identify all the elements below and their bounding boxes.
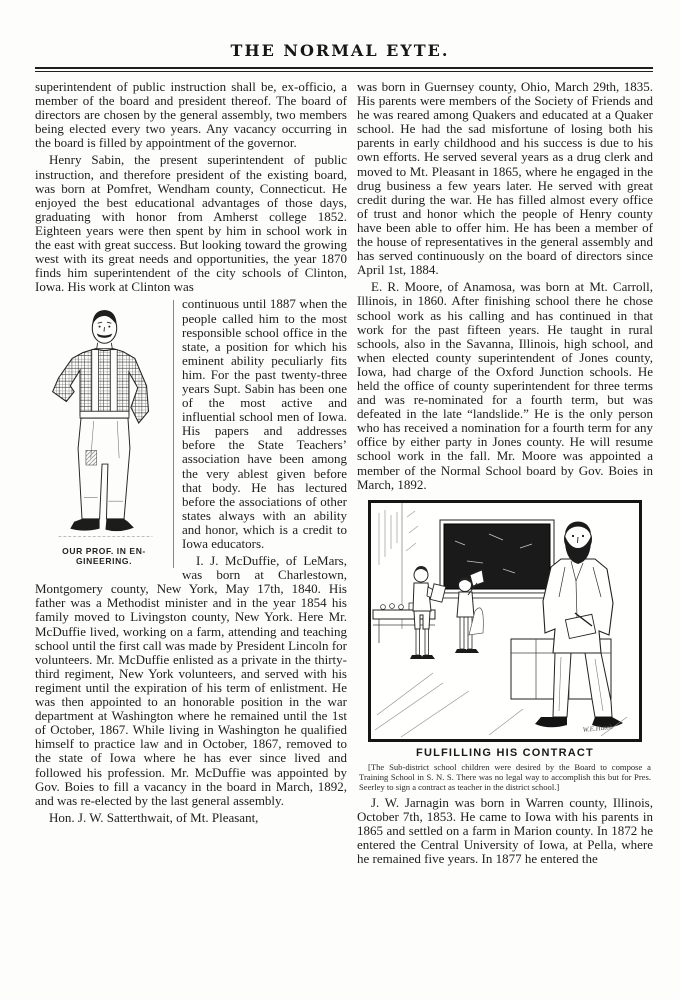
paragraph-moore: E. R. Moore, of Anamosa, was born at Mt. Carroll, Illinois, in 1860. After finishing school there he chose school work as his calling and has continued in that work for the past fifteen years. He taught in rural schools, also in the Savanna, Illinois, high school, and when elected county superintendent of Jones county, Iowa, had charge of the Oxford Junction schools. He held the office of county superintendent for three terms and was re-nominated for a fourth term, but was defeated in the late “landslide.” He is the only person who has received a nomination for a fourth term for any office by either party in Jones county. He will resume school work in the fall. Mr. Moore was appointed a member of the Normal School board by Gov. Boies in March, 1892. (357, 279, 653, 492)
paragraph-jarnagin: J. W. Jarnagin was born in Warren county, Illinois, October 7th, 1853. He came to Iowa with his parents in 1865 and settled on a farm in Marion county. In 1872 he entered the Central University of Iowa, at Pella, where he remained five years. In 1877 he entered the (357, 794, 653, 867)
paragraph-sabin-continued: continuous until 1887 when the people called him to the most responsible school office in the state, a position for which his eminent ability peculiarly fits him. For the past twenty-three years Supt. Sabin has been one of the most active and influential school men of Iowa. His papers and addresses before the State Teachers’ association have been among the very ablest given before that body. He has lectured before the associations of other states always with an ability and honor, which is a credit to Iowa educators. (182, 296, 347, 551)
cartoon-frame (368, 500, 642, 742)
cartoon-caption: FULFILLING HIS CONTRACT (416, 746, 594, 759)
left-column (35, 80, 347, 869)
masthead-title: THE NORMAL EYTE. (230, 41, 450, 60)
right-column (357, 80, 653, 869)
artist-signature: W.E.Hutch (582, 722, 614, 734)
classroom-cartoon-illustration (371, 503, 633, 739)
engraving-man-illustration (37, 300, 171, 544)
paragraph-mcduffie: I. J. McDuffie, of LeMars, was born at Charlestown, Montgomery county, New York, May 17th, 1840. His father was a Methodist minister and in the year 1854 his family moved to Livingston county, New York. Here Mr. McDuffie lived, working on a farm, attending and teaching school until the first call was made by President Lincoln for volunteers. Mr. McDuffie enlisted as a private in the thirty-third regiment, New York volunteers, and served with his regiment until the expiration of his term of enlistment. He was then appointed to an honorable position in the war department at Washington where he remained until the 1st of October, 1867. While living in Washington he qualified himself to practice law and in October, 1867, removed to the state of Iowa where he has ever since lived and followed his profession. Mr. McDuffie was appointed by Gov. Boies to fill a vacancy in the board in March, 1892, and was re-elected by the last general assembly. (35, 553, 347, 808)
engraving-our-prof-figure (35, 300, 174, 568)
cartoon-caption-block (357, 746, 653, 792)
header-rule (35, 67, 653, 72)
paragraph-satterthwait: Hon. J. W. Satterthwait, of Mt. Pleasant, (49, 809, 259, 825)
engraving-caption-line2: GINEERING. (75, 556, 133, 567)
engraving-caption-line1: OUR PROF. IN EN- (62, 546, 146, 557)
paragraph-board-of-directors: superintendent of public instruction shall be, ex-officio, a member of the board and president thereof. The board of directors are chosen by the general assembly, two members being elected every two years. Any vacancy occurring in the board is filled by appointment of the governor. (35, 79, 347, 151)
paragraph-satterthwait-bio: was born in Guernsey county, Ohio, March 29th, 1835. His parents were members of the Society of Friends and he was reared among Quakers and educated at a Quaker school. He had the sad misfortune of losing both his parents in early childhood and his success is due to his own efforts. He served several years as a drug clerk and moved to Mt. Pleasant in 1865, where he engaged in the drug business a few years later. He served with great credit during the war. He has filled almost every office of trust and honor which the people of Henry county have been able to offer him. He has been a member of the house of representatives in the general assembly and has served continuously on the board of directors since April 1st, 1884. (357, 79, 653, 278)
paragraph-henry-sabin: Henry Sabin, the present superintendent of public instruction, and therefore president of the existing board, was born at Pomfret, Wendham county, Connecticut. He enjoyed the best educational advantages of those days, graduating with honor from Amherst college 1852. Eighteen years were then spent by him in school work in the east with great success. But looking toward the growing west with its great needs and opportunities, the year 1870 finds him superintendent of the city schools of Clinton, Iowa. His work at Clinton was (35, 152, 347, 295)
cartoon-fulfilling-contract-figure (357, 500, 653, 792)
engraving-caption (35, 544, 173, 566)
cartoon-note: [The Sub-district school children were desired by the Board to compose a Training School in S. N. S. There was no legal way to accomplish this but for Pres. Seerley to sign a contract as teacher in the district school.] (359, 761, 651, 792)
page-columns (35, 80, 653, 869)
